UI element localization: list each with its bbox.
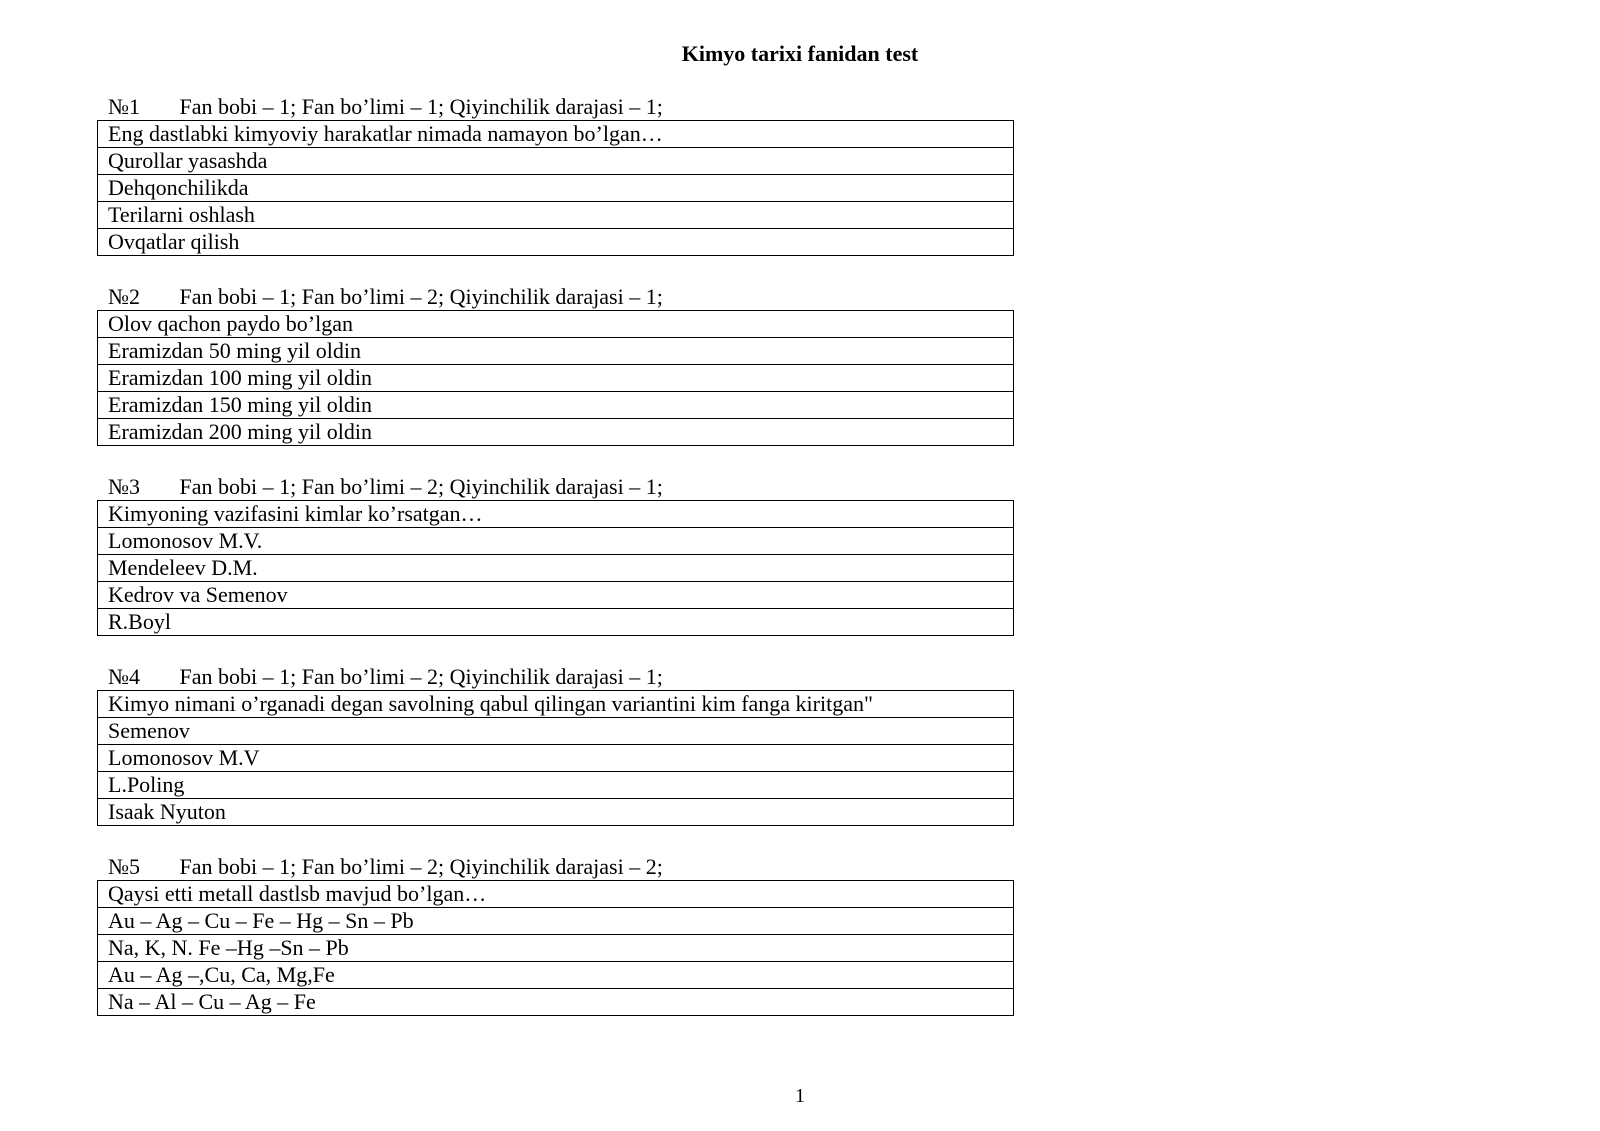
answer-row	[98, 338, 1014, 365]
page-title: Kimyo tarixi fanidan test	[681, 41, 919, 66]
question-block-2	[97, 283, 1014, 446]
answer-row	[98, 799, 1014, 826]
question-text: Olov qachon paydo bo’lgan	[98, 311, 1014, 338]
question-block-5	[97, 853, 1014, 1016]
question-text: Qaysi etti metall dastlsb mavjud bo’lgan…	[98, 881, 1014, 908]
question-text: Kimyo nimani o’rganadi degan savolning qabul qilingan variantini kim fanga kiritgan"	[98, 691, 1014, 718]
answer-option: Kedrov va Semenov	[98, 582, 1014, 609]
question-number: №3	[108, 474, 140, 499]
question-header	[97, 473, 1014, 500]
question-row	[98, 501, 1014, 528]
answer-row	[98, 419, 1014, 446]
answer-option: Eramizdan 150 ming yil oldin	[98, 392, 1014, 419]
page-number: 1	[795, 1085, 805, 1107]
question-row	[98, 311, 1014, 338]
question-text: Kimyoning vazifasini kimlar ko’rsatgan…	[98, 501, 1014, 528]
question-meta: Fan bobi – 1; Fan bo’limi – 1; Qiyinchilik darajasi – 1;	[179, 94, 663, 119]
question-meta: Fan bobi – 1; Fan bo’limi – 2; Qiyinchilik darajasi – 2;	[179, 854, 663, 879]
question-table	[97, 880, 1014, 1016]
answer-row	[98, 392, 1014, 419]
answer-option: Na, K, N. Fe –Hg –Sn – Pb	[98, 935, 1014, 962]
answer-option: Dehqonchilikda	[98, 175, 1014, 202]
question-number: №2	[108, 284, 140, 309]
question-header	[97, 853, 1014, 880]
answer-option: Eramizdan 200 ming yil oldin	[98, 419, 1014, 446]
question-row	[98, 881, 1014, 908]
answer-row	[98, 365, 1014, 392]
answer-row	[98, 555, 1014, 582]
answer-option: Ovqatlar qilish	[98, 229, 1014, 256]
answer-option: Au – Ag –,Cu, Ca, Mg,Fe	[98, 962, 1014, 989]
answer-row	[98, 935, 1014, 962]
question-number: №5	[108, 854, 140, 879]
question-header	[97, 93, 1014, 120]
answer-option: Lomonosov M.V	[98, 745, 1014, 772]
question-meta: Fan bobi – 1; Fan bo’limi – 2; Qiyinchilik darajasi – 1;	[179, 284, 663, 309]
answer-row	[98, 582, 1014, 609]
answer-row	[98, 609, 1014, 636]
answer-option: Lomonosov M.V.	[98, 528, 1014, 555]
answer-option: Semenov	[98, 718, 1014, 745]
question-table	[97, 690, 1014, 826]
answer-row	[98, 229, 1014, 256]
answer-option: Isaak Nyuton	[98, 799, 1014, 826]
question-table	[97, 120, 1014, 256]
question-header	[97, 283, 1014, 310]
answer-row	[98, 718, 1014, 745]
question-number: №1	[108, 94, 140, 119]
question-table	[97, 310, 1014, 446]
answer-option: Eramizdan 100 ming yil oldin	[98, 365, 1014, 392]
question-meta: Fan bobi – 1; Fan bo’limi – 2; Qiyinchilik darajasi – 1;	[179, 474, 663, 499]
question-number: №4	[108, 664, 140, 689]
answer-row	[98, 989, 1014, 1016]
answer-option: R.Boyl	[98, 609, 1014, 636]
answer-row	[98, 175, 1014, 202]
answer-option: Na – Al – Cu – Ag – Fe	[98, 989, 1014, 1016]
answer-option: Mendeleev D.M.	[98, 555, 1014, 582]
answer-row	[98, 962, 1014, 989]
answer-option: L.Poling	[98, 772, 1014, 799]
question-block-1	[97, 93, 1014, 256]
question-row	[98, 691, 1014, 718]
question-block-3	[97, 473, 1014, 636]
answer-option: Au – Ag – Cu – Fe – Hg – Sn – Pb	[98, 908, 1014, 935]
question-header	[97, 663, 1014, 690]
question-block-4	[97, 663, 1014, 826]
answer-row	[98, 908, 1014, 935]
answer-row	[98, 528, 1014, 555]
answer-option: Terilarni oshlash	[98, 202, 1014, 229]
answer-row	[98, 202, 1014, 229]
question-table	[97, 500, 1014, 636]
question-meta: Fan bobi – 1; Fan bo’limi – 2; Qiyinchilik darajasi – 1;	[179, 664, 663, 689]
answer-row	[98, 745, 1014, 772]
answer-option: Eramizdan 50 ming yil oldin	[98, 338, 1014, 365]
answer-row	[98, 148, 1014, 175]
question-text: Eng dastlabki kimyoviy harakatlar nimada namayon bo’lgan…	[98, 121, 1014, 148]
answer-option: Qurollar yasashda	[98, 148, 1014, 175]
answer-row	[98, 772, 1014, 799]
question-row	[98, 121, 1014, 148]
